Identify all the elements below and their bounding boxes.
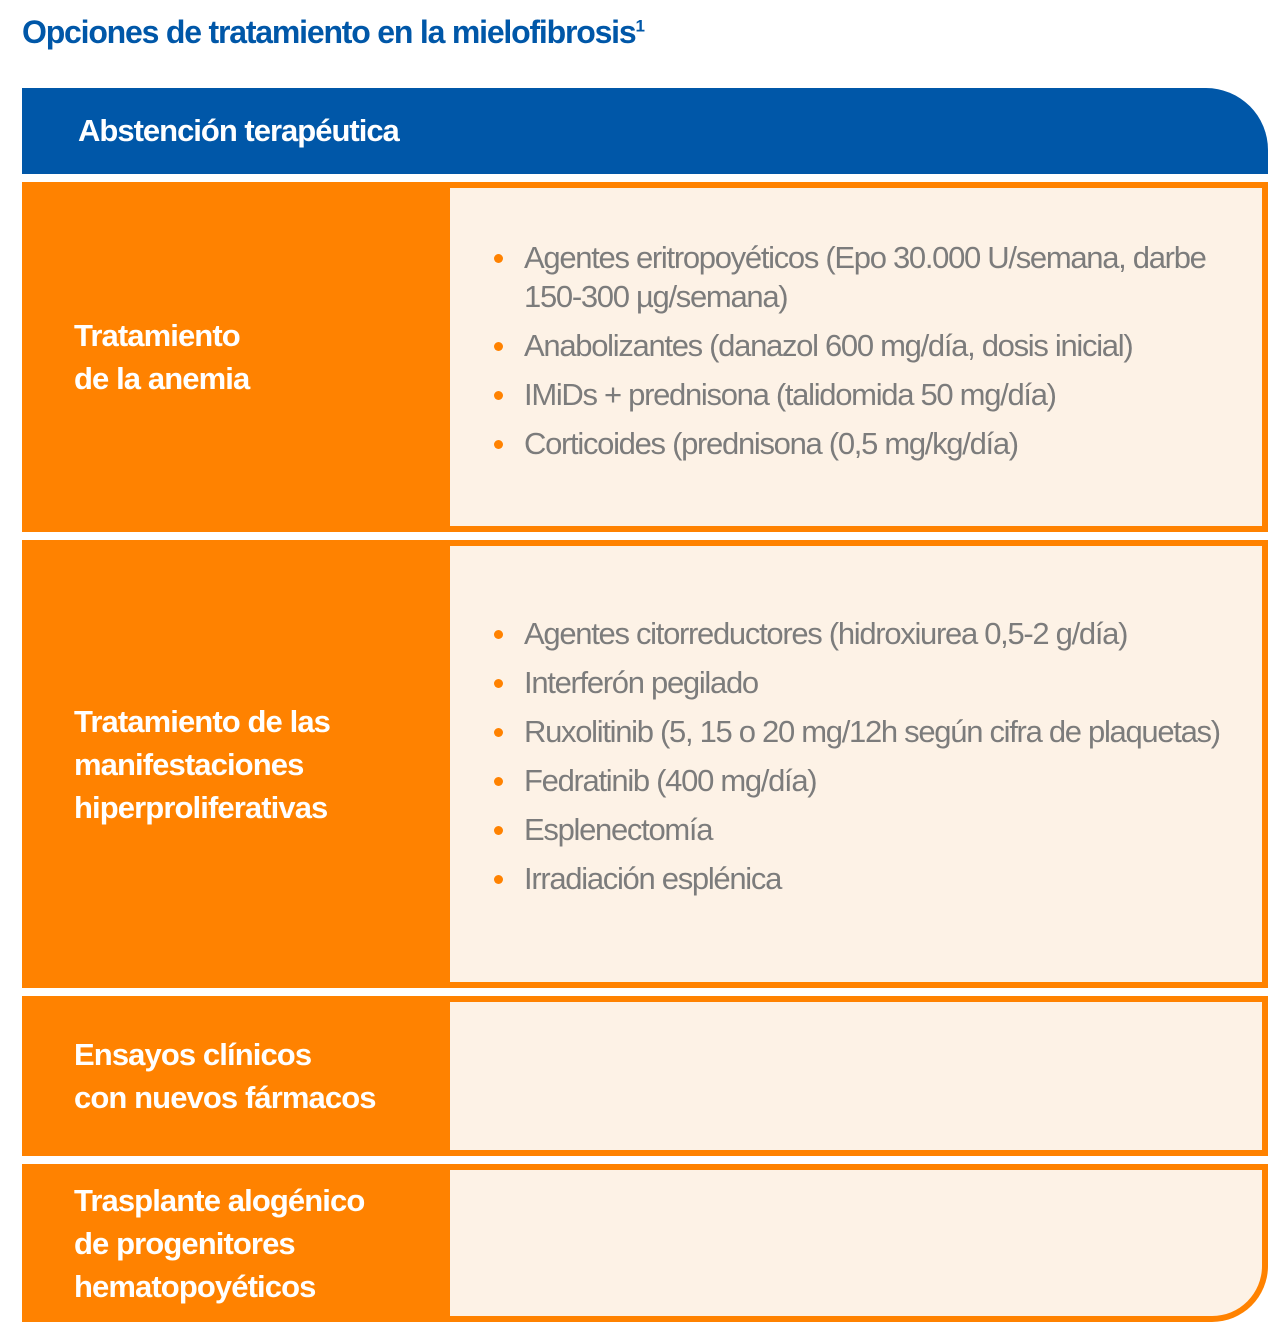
list-item xyxy=(494,238,1242,316)
list-item xyxy=(494,859,1220,898)
bullet-icon xyxy=(494,826,503,835)
row-label-ensayos-text: Ensayos clínicos con nuevos fármacos xyxy=(74,1037,376,1115)
list-item xyxy=(494,810,1220,849)
list-anemia xyxy=(494,238,1242,463)
list-item xyxy=(494,614,1220,653)
row-label-trasplante xyxy=(74,1164,434,1322)
bullet-icon xyxy=(494,342,503,351)
list-item xyxy=(494,424,1242,463)
list-item xyxy=(494,761,1220,800)
header-band-abstencion xyxy=(22,88,1268,174)
page-title xyxy=(22,14,645,51)
panel-trasplante xyxy=(450,1170,1262,1316)
list-item-text: Interferón pegilado xyxy=(524,665,758,700)
panel-anemia xyxy=(450,188,1262,526)
row-label-anemia-text: Tratamiento de la anemia xyxy=(74,318,250,396)
row-label-hiperproliferativas-text: Tratamiento de las manifestaciones hiperproliferativas xyxy=(74,703,331,825)
row-hiperproliferativas xyxy=(22,540,1268,988)
bullet-icon xyxy=(494,630,503,639)
list-item-text: Anabolizantes (danazol 600 mg/día, dosis inicial) xyxy=(524,327,1133,363)
row-ensayos-clinicos xyxy=(22,996,1268,1156)
row-label-ensayos xyxy=(74,996,434,1156)
bullet-icon xyxy=(494,391,503,400)
list-item-text: IMiDs + prednisona (talidomida 50 mg/día) xyxy=(524,376,1056,412)
list-item-text: Fedratinib (400 mg/día) xyxy=(524,763,817,798)
bullet-icon xyxy=(494,728,503,737)
list-item-text: Esplenectomía xyxy=(524,812,713,847)
panel-hiperproliferativas xyxy=(450,546,1262,982)
list-item-text: Ruxolitinib (5, 15 o 20 mg/12h según cifra de plaquetas) xyxy=(524,714,1220,749)
row-trasplante xyxy=(22,1164,1268,1322)
footnote-marker: 1 xyxy=(635,16,645,36)
row-label-trasplante-text: Trasplante alogénico de progenitores hematopoyéticos xyxy=(74,1182,365,1304)
list-item-text: Agentes citorreductores (hidroxiurea 0,5-2 g/día) xyxy=(524,616,1128,651)
bullet-icon xyxy=(494,679,503,688)
list-item-text: Agentes eritropoyéticos (Epo 30.000 U/semana, darbe 150-300 µg/semana) xyxy=(524,239,1206,314)
list-item-text: Corticoides (prednisona (0,5 mg/kg/día) xyxy=(524,425,1018,461)
bullet-icon xyxy=(494,777,503,786)
bullet-icon xyxy=(494,875,503,884)
list-item xyxy=(494,375,1242,414)
list-item xyxy=(494,712,1220,751)
row-anemia xyxy=(22,182,1268,532)
list-item xyxy=(494,326,1242,365)
list-item xyxy=(494,663,1220,702)
row-label-anemia xyxy=(74,182,434,532)
panel-ensayos xyxy=(450,1002,1262,1150)
bullet-icon xyxy=(494,440,503,449)
row-label-hiperproliferativas xyxy=(74,540,434,988)
page-title-text: Opciones de tratamiento en la mielofibrosis xyxy=(22,14,636,50)
list-item-text: Irradiación esplénica xyxy=(524,861,782,896)
bullet-icon xyxy=(494,254,503,263)
list-hiperproliferativas xyxy=(494,614,1220,898)
header-band-label: Abstención terapéutica xyxy=(78,113,399,148)
